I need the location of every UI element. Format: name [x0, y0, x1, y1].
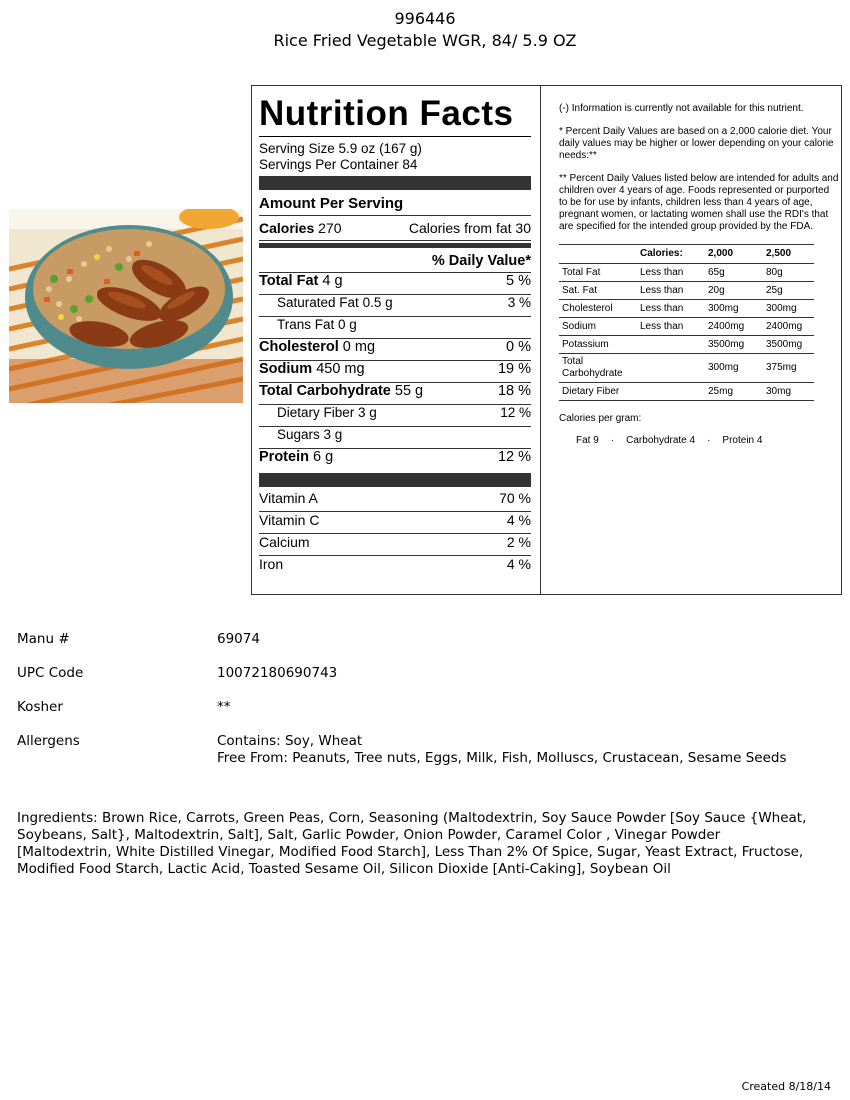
- calories-from-fat: Calories from fat 30: [408, 220, 531, 236]
- ingredients: Ingredients: Brown Rice, Carrots, Green Peas, Corn, Seasoning (Maltodextrin, Soy Sauce Powder [Soy Sauce {Wheat, Soybeans, Salt}, Maltodextrin, Salt], Salt, Garlic Powder, Onion Powder, Caramel Color , Vinegar Powder [Maltodextrin, White Distilled Vinegar, Modified Food Starch], Less Than 2% Of Spice, Sugar, Yeast Extract, Fructose, Modified Food Starch, Lactic Acid, Toasted Sesame Oil, Silicon Dioxide [Anti-Caking], Soybean Oil: [17, 810, 807, 877]
- info-row-upc: [17, 665, 787, 682]
- nutrient-row-saturated-fat: [259, 295, 531, 317]
- table-header-cell: Calories:: [637, 245, 705, 264]
- vitamin-row-c: [259, 512, 531, 534]
- table-cell: Less than: [637, 318, 705, 336]
- thick-rule: [259, 176, 531, 190]
- serving-size: Serving Size 5.9 oz (167 g): [259, 141, 422, 156]
- info-value: 69074: [217, 631, 260, 647]
- table-cell: [637, 336, 705, 354]
- table-cell: Less than: [637, 282, 705, 300]
- nutrient-label: Sugars: [277, 427, 320, 442]
- table-cell: 300mg: [705, 354, 763, 383]
- nutrient-pct: 12 %: [497, 449, 531, 465]
- nutrient-amount: 450 mg: [316, 361, 365, 377]
- table-cell: 300mg: [705, 300, 763, 318]
- vitamin-pct: 4 %: [506, 512, 531, 528]
- vitamin-pct: 70 %: [499, 490, 531, 506]
- cpg-fat: Fat 9: [576, 435, 599, 446]
- table-cell: 375mg: [763, 354, 814, 383]
- nutrient-row-dietary-fiber: [259, 405, 531, 427]
- table-header-cell: [559, 245, 637, 264]
- nutrient-amount: 3 g: [358, 405, 377, 420]
- table-row: [559, 383, 814, 401]
- nutrient-amount: 0.5 g: [362, 295, 393, 310]
- nutrient-row-sugars: [259, 427, 531, 449]
- table-row: [559, 318, 814, 336]
- calories-per-gram: [559, 435, 839, 447]
- table-cell: 80g: [763, 264, 814, 282]
- table-cell: Potassium: [559, 336, 637, 354]
- cpg-protein: Protein 4: [722, 435, 763, 446]
- vitamin-label: Calcium: [259, 534, 310, 550]
- daily-value-header: [259, 250, 531, 273]
- info-row-kosher: [17, 699, 787, 716]
- table-header-cell: 2,000: [705, 245, 763, 264]
- product-photo: [9, 209, 243, 403]
- vitamin-label: Iron: [259, 556, 284, 572]
- info-value-group: [217, 733, 787, 767]
- nutrient-row-sodium: [259, 361, 531, 383]
- calories-row: [259, 216, 531, 241]
- nutrient-pct: 5 %: [506, 273, 531, 289]
- nutrient-row-total-fat: [259, 273, 531, 295]
- allergens-contains: Contains: Soy, Wheat: [217, 733, 363, 749]
- table-cell: [637, 383, 705, 401]
- calories-value: 270: [318, 220, 342, 236]
- thick-rule: [259, 473, 531, 487]
- vitamin-pct: 4 %: [506, 556, 531, 572]
- vitamin-row-calcium: [259, 534, 531, 556]
- vitamin-row-iron: [259, 556, 531, 577]
- servings-per-container: Servings Per Container 84: [259, 157, 418, 172]
- medium-rule: [259, 243, 531, 248]
- nutrient-row-total-carbohydrate: [259, 383, 531, 405]
- calories-label: Calories: [259, 220, 315, 236]
- nutrient-pct: 18 %: [497, 383, 531, 399]
- table-row: [559, 354, 814, 383]
- cpg-carbohydrate: Carbohydrate 4: [626, 435, 696, 446]
- created-date: Created 8/18/14: [741, 1080, 831, 1093]
- table-cell: 3500mg: [763, 336, 814, 354]
- table-cell: 20g: [705, 282, 763, 300]
- cpg-separator: ·: [610, 435, 615, 446]
- nutrient-pct: 19 %: [497, 361, 531, 377]
- vitamin-label: Vitamin C: [259, 512, 320, 528]
- table-cell: 2400mg: [705, 318, 763, 336]
- table-cell: 25g: [763, 282, 814, 300]
- nutrient-amount: 0 g: [338, 317, 357, 332]
- table-row: [559, 300, 814, 318]
- table-row: [559, 336, 814, 354]
- nutrient-label: Saturated Fat: [277, 295, 359, 310]
- footnote-percent-dv-adults: ** Percent Daily Values listed below are intended for adults and children over 4 years of age. Foods represented or purported to be for use by infants, children less than 4 years of age, pregnant women, or lactating women shall use the RDI's that are specified for the intended group provided by the FDA.: [559, 173, 839, 232]
- info-row-allergens: [17, 733, 787, 767]
- nutrient-label: Protein: [259, 449, 309, 465]
- product-code: 996446: [394, 9, 456, 28]
- table-cell: 300mg: [763, 300, 814, 318]
- info-key: Allergens: [17, 733, 80, 749]
- footnote-percent-dv: * Percent Daily Values are based on a 2,000 calorie diet. Your daily values may be higher or lower depending on your calorie needs:**: [559, 126, 834, 161]
- nutrition-label: [251, 85, 842, 595]
- table-cell: Total Fat: [559, 264, 637, 282]
- table-cell: Less than: [637, 264, 705, 282]
- table-cell: 25mg: [705, 383, 763, 401]
- nutrient-label: Sodium: [259, 361, 313, 377]
- table-cell: Sat. Fat: [559, 282, 637, 300]
- nutrient-amount: 55 g: [394, 383, 424, 399]
- footnotes-panel: [559, 103, 839, 447]
- table-row: [559, 282, 814, 300]
- nutrient-label: Total Fat: [259, 273, 319, 289]
- allergens-free-from: Free From: Peanuts, Tree nuts, Eggs, Milk, Fish, Molluscs, Crustacean, Sesame Seeds: [217, 750, 787, 766]
- nutrient-pct: 0 %: [506, 339, 531, 355]
- fried-rice-image: [9, 209, 243, 403]
- table-cell: Dietary Fiber: [559, 383, 637, 401]
- table-cell: Less than: [637, 300, 705, 318]
- table-cell: Total Carbohydrate: [559, 354, 637, 383]
- nutrient-pct: 3 %: [507, 295, 531, 310]
- nutrient-label: Trans Fat: [277, 317, 335, 332]
- vitamin-row-a: [259, 490, 531, 512]
- amount-per-serving: Amount Per Serving: [259, 193, 531, 216]
- cpg-separator: ·: [707, 435, 711, 446]
- nutrient-pct: 12 %: [500, 405, 531, 420]
- nutrient-amount: 6 g: [312, 449, 334, 465]
- nutrient-amount: 4 g: [322, 273, 343, 289]
- table-cell: 30mg: [763, 383, 814, 401]
- table-cell: 65g: [705, 264, 763, 282]
- product-title: Rice Fried Vegetable WGR, 84/ 5.9 OZ: [273, 31, 577, 50]
- info-value: **: [217, 699, 231, 715]
- info-row-manu: [17, 631, 787, 648]
- info-key: UPC Code: [17, 665, 84, 681]
- nutrient-amount: 3 g: [323, 427, 343, 442]
- daily-value-label: % Daily Value*: [431, 253, 531, 269]
- table-row: [559, 264, 814, 282]
- info-value: 10072180690743: [217, 665, 338, 681]
- info-key: Kosher: [17, 699, 63, 715]
- nutrition-facts-title: Nutrition Facts: [259, 94, 531, 137]
- nutrient-row-cholesterol: [259, 339, 531, 361]
- table-cell: 2400mg: [763, 318, 814, 336]
- footnote-not-available: (-) Information is currently not available for this nutrient.: [559, 103, 804, 114]
- calories-per-gram-label: Calories per gram:: [559, 413, 642, 424]
- table-cell: [637, 354, 705, 383]
- table-header-cell: 2,500: [763, 245, 814, 264]
- label-divider: [540, 86, 541, 594]
- table-header-row: [559, 245, 814, 264]
- nutrient-label: Dietary Fiber: [277, 405, 355, 420]
- nutrient-amount: 0 mg: [342, 339, 376, 355]
- vitamin-pct: 2 %: [506, 534, 531, 550]
- nutrition-facts-panel: [259, 94, 531, 577]
- daily-value-table: [559, 244, 814, 401]
- nutrient-row-protein: [259, 449, 531, 470]
- table-cell: 3500mg: [705, 336, 763, 354]
- nutrient-row-trans-fat: [259, 317, 531, 339]
- vitamin-label: Vitamin A: [259, 490, 318, 506]
- info-key: Manu #: [17, 631, 70, 647]
- nutrient-label: Cholesterol: [259, 339, 339, 355]
- table-cell: Sodium: [559, 318, 637, 336]
- product-info: [17, 631, 787, 784]
- nutrient-label: Total Carbohydrate: [259, 383, 391, 399]
- table-cell: Cholesterol: [559, 300, 637, 318]
